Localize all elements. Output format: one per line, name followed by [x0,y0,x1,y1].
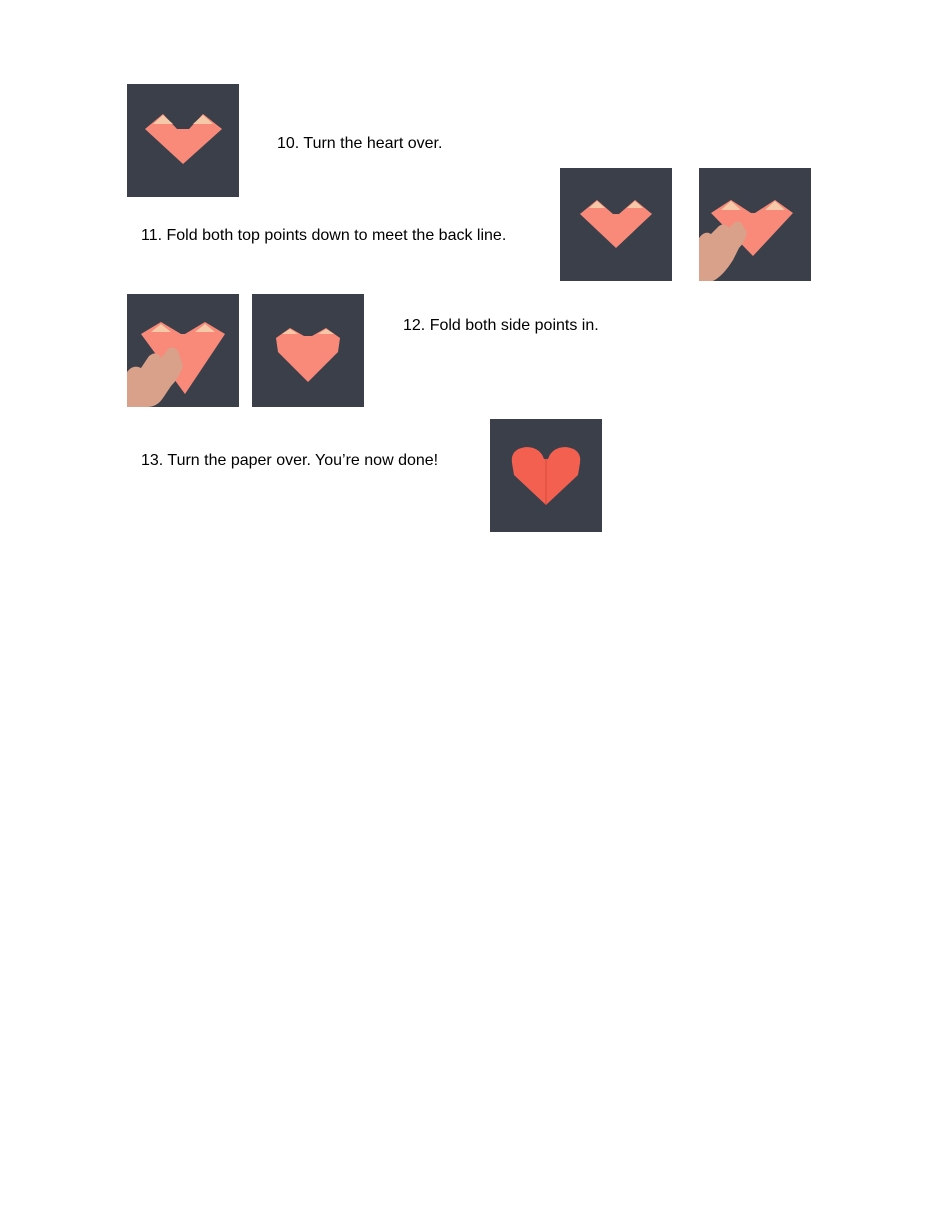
step-11-text: 11. Fold both top points down to meet the back line. [141,227,507,244]
photo-heart-step-12b [252,294,364,407]
photo-heart-finished [490,419,602,532]
step-10-text: 10. Turn the heart over. [277,135,443,152]
step-13-text: 13. Turn the paper over. You’re now done! [141,452,439,469]
step-12-text: 12. Fold both side points in. [403,317,599,334]
photo-heart-step-10 [127,84,239,197]
photo-heart-step-11b-hand [699,168,811,281]
photo-heart-step-11a [560,168,672,281]
photo-heart-step-12a-hand [127,294,239,407]
